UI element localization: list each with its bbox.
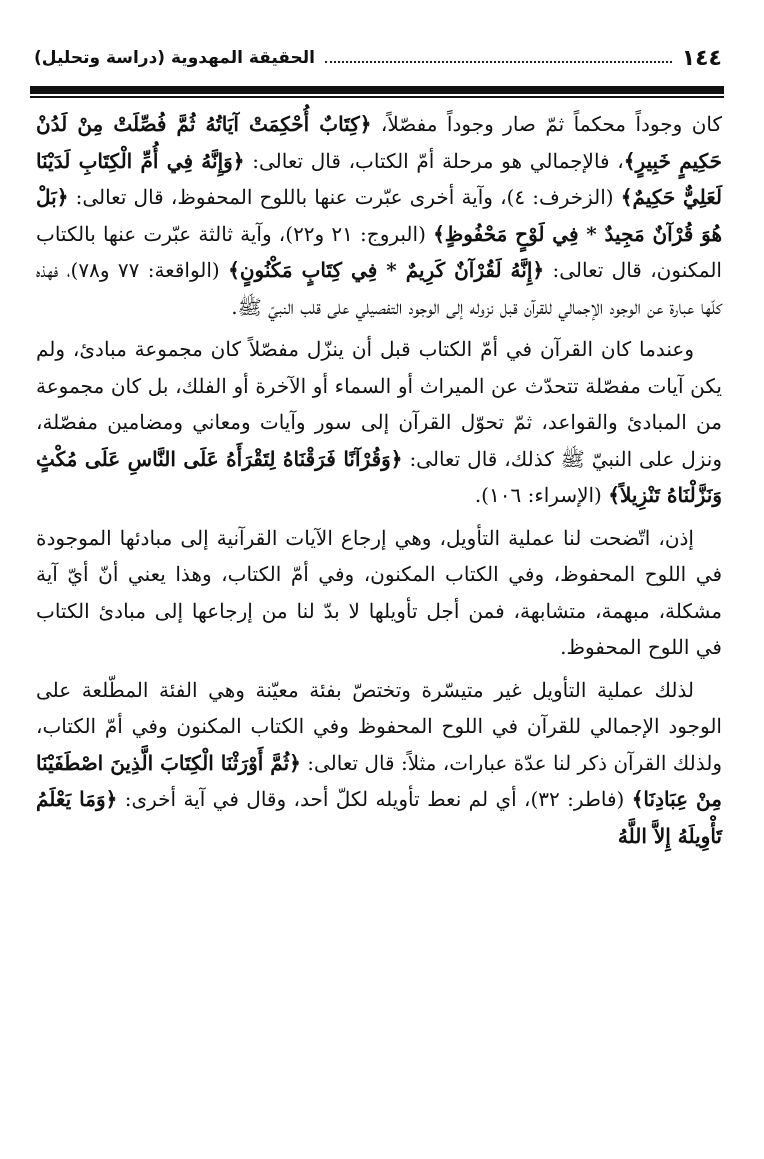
page-header xyxy=(34,34,722,82)
quran-verse: ﴿وَمَا يَعْلَمُ تَأْوِيلَهُ إِلاَّ اللَّهُ xyxy=(36,787,722,848)
quran-verse: ﴿ثُمَّ أَوْرَثْنَا الْكِتَابَ الَّذِينَ اصْطَفَيْنَا مِنْ عِبَادِنَا﴾ xyxy=(36,750,722,811)
paragraph xyxy=(36,520,722,666)
quran-verse: ﴿كِتَابٌ أُحْكِمَتْ آيَاتُهُ ثُمَّ فُصِّلَتْ مِنْ لَدُنْ حَكِيمٍ خَبِيرٍ﴾ xyxy=(36,112,722,173)
paragraph-text: (الزخرف: ٤)، وآية أخرى عبّرت عنها باللوح المحفوظ، قال تعالى: xyxy=(68,185,621,209)
header-rule-thin xyxy=(30,96,724,98)
paragraph xyxy=(36,106,722,325)
paragraph xyxy=(36,331,722,514)
page-number: ١٤٤ xyxy=(681,45,722,71)
paragraph xyxy=(36,672,722,855)
paragraph-text: لذلك عملية التأويل غير متيسّرة وتختصّ بفئة معيّنة وهي الفئة المطّلعة على الوجود الإجمالي للقرآن في اللوح المحفوظ وفي الكتاب المكنون وفي أمّ الكتاب، ولذلك القرآن ذكر لنا عدّة عبارات، مثلاً: قال تعالى: xyxy=(36,677,722,775)
paragraph-text: إذن، اتّضحت لنا عملية التأويل، وهي إرجاع الآيات القرآنية إلى مبادئها الموجودة في اللوح المحفوظ، وفي الكتاب المكنون، وفي أمّ الكتاب، وهذا يعني أنّ أيّ آية مشكلة، مبهمة، متشابهة، فمن أجل تأويلها لا بدّ لنا من إرجاعها إلى مبادئ الكتاب في اللوح المحفوظ. xyxy=(36,525,722,659)
quran-verse: ﴿وَقُرْآنًا فَرَقْنَاهُ لِتَقْرَأَهُ عَلَى النَّاسِ عَلَى مُكْثٍ وَنَزَّلْنَاهُ تَنْزِيلاً﴾ xyxy=(36,446,722,507)
quran-verse: ﴿بَلْ هُوَ قُرْآنٌ مَجِيدٌ * فِي لَوْحٍ مَحْفُوظٍ﴾ xyxy=(36,185,722,246)
paragraph-text: (البروج: ٢١ و٢٢)، وآية ثالثة عبّرت عنها بالكتاب المكنون، قال تعالى: xyxy=(36,221,722,282)
paragraph-text: ، فالإجمالي هو مرحلة أمّ الكتاب، قال تعالى: xyxy=(244,148,624,173)
paragraph-text: (الواقعة: ٧٧ و٧٨)، فهذه كلّها عبارة عن الوجود الإجمالي للقرآن قبل نزوله إلى الوجود التفصيلي على قلب النبيّ ﷺ. xyxy=(36,258,722,319)
paragraph-text: كان وجوداً محكماً ثمّ صار وجوداً مفصّلاً، xyxy=(371,112,723,136)
quran-verse: ﴿وَإِنَّهُ فِي أُمِّ الْكِتَابِ لَدَيْنَا لَعَلِيٌّ حَكِيمٌ﴾ xyxy=(36,148,723,209)
header-rule-thick xyxy=(30,86,724,94)
paragraph-text: وعندما كان القرآن في أمّ الكتاب قبل أن ينزّل مفصّلاً كان مجموعة مبادئ، ولم يكن آيات مفصّلة تتحدّث عن الميراث أو السماء أو الآخرة أو الفلك، بل كان مجموعة من المبادئ والقواعد، ثمّ تحوّل القرآن إلى سور وآيات ومعاني ومضامين مفصّلة، ونزل على النبيّ ﷺ كذلك، قال تعالى: xyxy=(36,337,722,471)
paragraph-text: (فاطر: ٣٢)، أي لم نعط تأويله لكلّ أحد، وقال في آية أخرى: xyxy=(117,787,632,811)
quran-verse: ﴿إِنَّهُ لَقُرْآنٌ كَرِيمٌ * فِي كِتَابٍ مَكْنُونٍ﴾ xyxy=(228,258,545,282)
paragraph-text: (الإسراء: ١٠٦). xyxy=(474,483,609,507)
running-title: الحقيقة المهدوية (دراسة وتحليل) xyxy=(34,48,316,68)
body-text xyxy=(36,106,722,860)
header-leader-dots xyxy=(325,61,672,63)
